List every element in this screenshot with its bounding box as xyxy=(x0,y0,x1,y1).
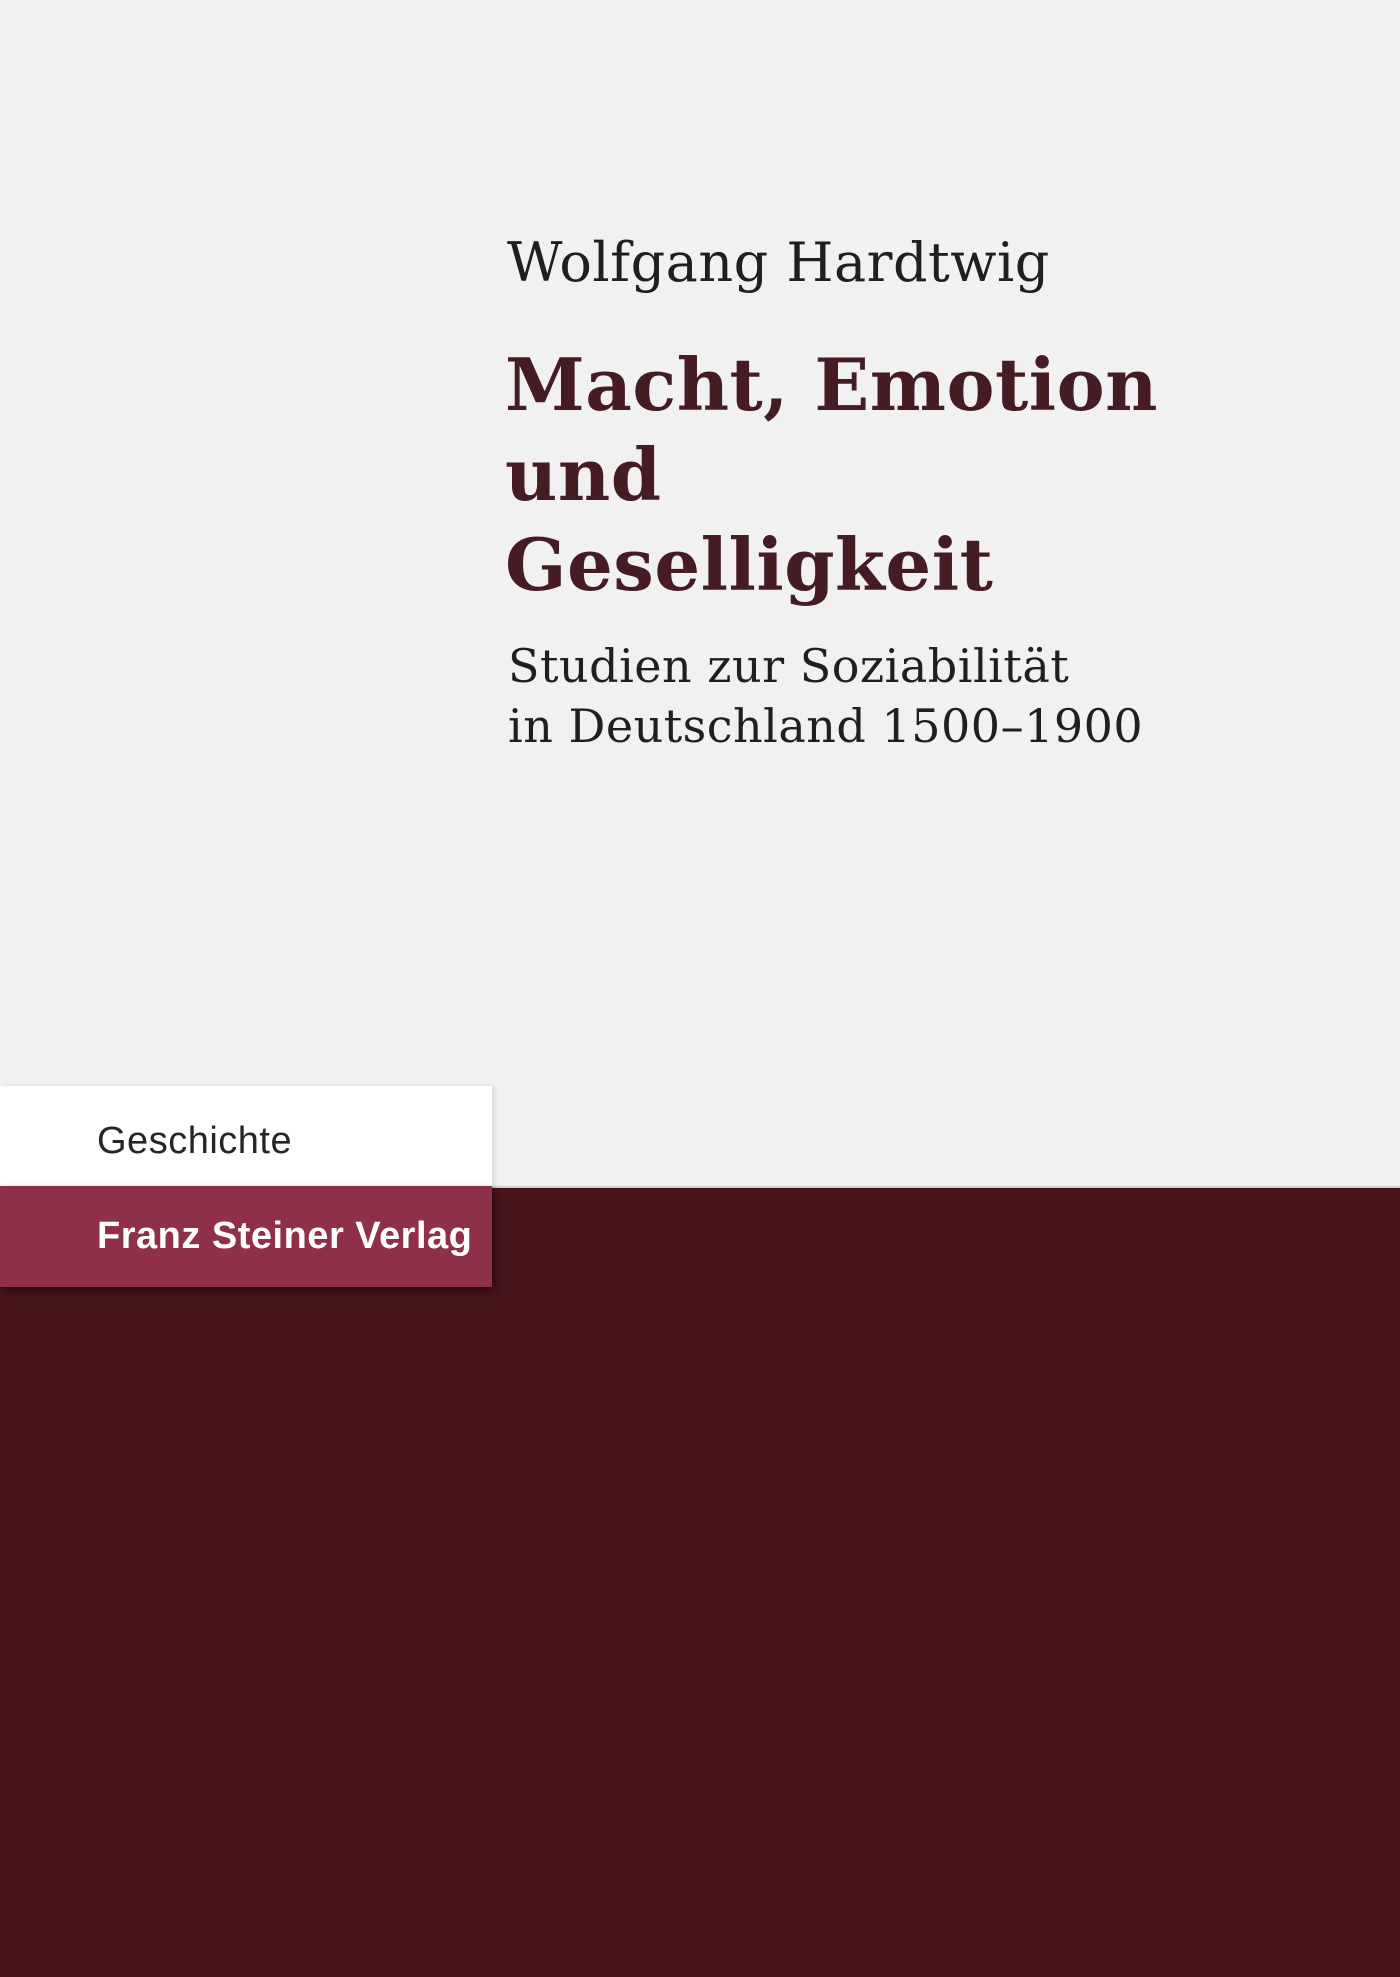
title-line: und xyxy=(505,432,662,517)
book-subtitle xyxy=(508,636,1143,756)
subtitle-line: Studien zur Soziabilität xyxy=(508,639,1070,693)
author-name: Wolfgang Hardtwig xyxy=(507,231,1050,294)
publisher-band xyxy=(0,1186,492,1287)
book-title xyxy=(505,340,1158,610)
series-label: Geschichte xyxy=(97,1119,293,1162)
title-line: Geselligkeit xyxy=(505,522,994,607)
series-band xyxy=(0,1086,492,1186)
bottom-color-block xyxy=(0,1186,1400,1977)
title-line: Macht, Emotion xyxy=(505,342,1158,427)
subtitle-line: in Deutschland 1500–1900 xyxy=(508,699,1144,753)
publisher-name: Franz Steiner Verlag xyxy=(97,1215,473,1257)
